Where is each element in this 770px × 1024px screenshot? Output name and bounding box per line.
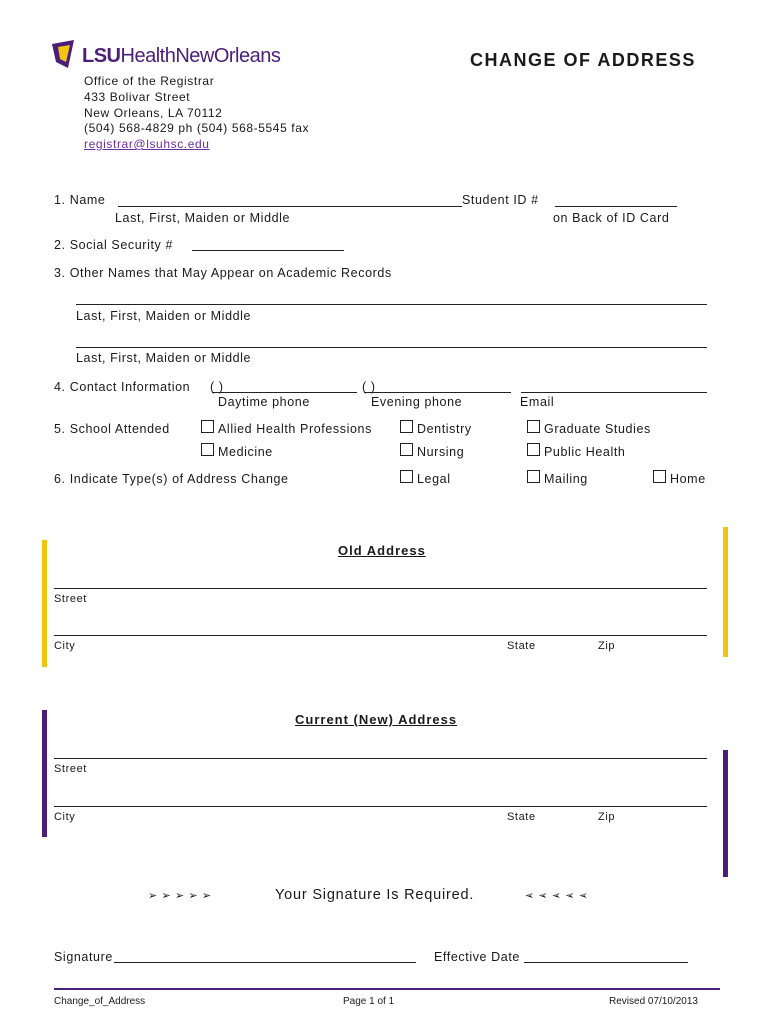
q1-name-sub: Last, First, Maiden or Middle [115, 211, 291, 225]
option-public-health: Public Health [544, 445, 626, 459]
checkbox-nursing[interactable] [400, 443, 413, 456]
student-id-field-line[interactable] [555, 206, 677, 207]
old-street-label: Street [54, 593, 87, 605]
option-graduate-studies: Graduate Studies [544, 422, 651, 436]
q3-other-names-label: 3. Other Names that May Appear on Academic Records [54, 266, 392, 280]
day-phone-sub: Daytime phone [218, 395, 310, 409]
checkbox-graduate-studies[interactable] [527, 420, 540, 433]
ssn-field-line[interactable] [192, 250, 344, 251]
day-phone-field-line[interactable] [212, 392, 357, 393]
checkbox-medicine[interactable] [201, 443, 214, 456]
day-phone-paren: ( ) [210, 380, 224, 394]
office-city: New Orleans, LA 70112 [84, 106, 223, 120]
q4-contact-label: 4. Contact Information [54, 380, 191, 394]
other-name-1-sub: Last, First, Maiden or Middle [76, 309, 252, 323]
office-email-link[interactable]: registrar@lsuhsc.edu [84, 137, 210, 151]
new-address-heading: Current (New) Address [295, 712, 458, 727]
signature-required-text: Your Signature Is Required. [275, 887, 475, 903]
old-city-field-line[interactable] [54, 635, 707, 636]
new-zip-label: Zip [598, 811, 616, 823]
footer-page-number: Page 1 of 1 [343, 996, 395, 1007]
lsu-logo [46, 38, 316, 76]
new-state-label: State [507, 811, 536, 823]
old-street-field-line[interactable] [54, 588, 707, 589]
signature-label: Signature [54, 950, 113, 964]
option-mailing: Mailing [544, 472, 588, 486]
purple-bar-right [723, 750, 728, 877]
old-city-label: City [54, 640, 76, 652]
effective-date-label: Effective Date [434, 950, 520, 964]
q2-ssn-label: 2. Social Security # [54, 238, 173, 252]
student-id-sub: on Back of ID Card [553, 211, 670, 225]
option-allied-health: Allied Health Professions [218, 422, 372, 436]
old-address-heading: Old Address [338, 543, 426, 558]
signature-field-line[interactable] [114, 962, 416, 963]
new-city-label: City [54, 811, 76, 823]
email-sub: Email [520, 395, 555, 409]
logo-neworleans: NewOrleans [175, 45, 281, 67]
option-nursing: Nursing [417, 445, 465, 459]
evening-phone-field-line[interactable] [364, 392, 511, 393]
checkbox-legal[interactable] [400, 470, 413, 483]
evening-phone-sub: Evening phone [371, 395, 463, 409]
office-street: 433 Bolivar Street [84, 90, 191, 104]
student-id-label: Student ID # [462, 193, 539, 207]
checkbox-allied-health[interactable] [201, 420, 214, 433]
logo-lsu: LSU [82, 45, 121, 67]
new-city-field-line[interactable] [54, 806, 707, 807]
checkbox-home[interactable] [653, 470, 666, 483]
arrows-right-pointing: ➢ ➢ ➢ ➢ ➢ [148, 890, 212, 902]
logo-health: Health [120, 45, 176, 67]
gold-bar-right [723, 527, 728, 657]
arrows-left-pointing: ➢ ➢ ➢ ➢ ➢ [524, 890, 588, 902]
option-medicine: Medicine [218, 445, 273, 459]
form-title: CHANGE OF ADDRESS [470, 50, 696, 70]
evening-phone-paren: ( ) [362, 380, 376, 394]
new-street-label: Street [54, 763, 87, 775]
footer-rule [54, 988, 720, 990]
q1-name-label: 1. Name [54, 193, 106, 207]
lsu-emblem-icon [46, 38, 80, 72]
footer-revised-date: Revised 07/10/2013 [609, 996, 698, 1007]
checkbox-dentistry[interactable] [400, 420, 413, 433]
option-dentistry: Dentistry [417, 422, 472, 436]
q5-school-label: 5. School Attended [54, 422, 170, 436]
other-name-2-line[interactable] [76, 347, 707, 348]
option-legal: Legal [417, 472, 451, 486]
purple-bar-left [42, 710, 47, 837]
old-zip-label: Zip [598, 640, 616, 652]
checkbox-mailing[interactable] [527, 470, 540, 483]
email-field-line[interactable] [521, 392, 707, 393]
old-state-label: State [507, 640, 536, 652]
name-field-line[interactable] [118, 206, 462, 207]
q6-change-type-label: 6. Indicate Type(s) of Address Change [54, 472, 289, 486]
gold-bar-left [42, 540, 47, 667]
effective-date-field-line[interactable] [524, 962, 688, 963]
footer-doc-name: Change_of_Address [54, 996, 146, 1007]
checkbox-public-health[interactable] [527, 443, 540, 456]
office-phone: (504) 568-4829 ph (504) 568-5545 fax [84, 121, 310, 135]
office-name: Office of the Registrar [84, 74, 215, 88]
new-street-field-line[interactable] [54, 758, 707, 759]
option-home: Home [670, 472, 706, 486]
other-name-1-line[interactable] [76, 304, 707, 305]
other-name-2-sub: Last, First, Maiden or Middle [76, 351, 252, 365]
